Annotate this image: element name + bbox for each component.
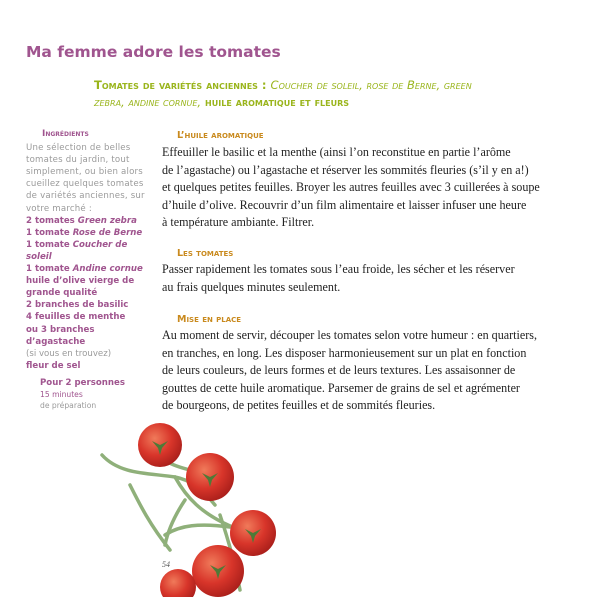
ingredient-qty: 1 tomate: [26, 264, 70, 275]
recipe-title-varieties: Coucher de soleil, rose de Berne, green zebra, andine cornue,: [94, 78, 472, 109]
tomato-icon: [138, 423, 182, 467]
ingredients-header: Ingrédients: [42, 129, 89, 139]
section-body-oil: [162, 144, 557, 232]
section-body-plating: [162, 327, 557, 415]
tomato-icon: [160, 569, 196, 597]
text-line: de l’agastache) ou l’agastache et réserver les sommités fleuries (s’il y en a!): [162, 162, 529, 177]
servings-block: [40, 378, 125, 411]
ingredient-variety: Coucher de soleil: [26, 239, 128, 262]
ingredient-agastache-note: (si vous en trouvez): [26, 348, 112, 359]
text-line: au frais quelques minutes seulement.: [162, 279, 341, 294]
prep-time: 15 minutes: [40, 390, 83, 399]
page-number: 54: [162, 560, 170, 569]
section-heading-tomatoes: Les tomates: [177, 248, 234, 259]
ingredients-intro: Une sélection de belles tomates du jardin, tout simplement, ou bien alors cueillez quelques tomates de variétés anciennes, sur votre marché :: [26, 143, 145, 214]
section-heading-oil: L’huile aromatique: [177, 130, 264, 141]
recipe-title: [94, 77, 474, 111]
ingredient-item: [26, 263, 154, 275]
text-line: à température ambiante. Filtrer.: [162, 215, 315, 229]
section-heading-plating: Mise en place: [177, 314, 242, 325]
text-line: et quelques petites feuilles. Broyer les autres feuilles avec 3 cuillerées à soupe: [162, 180, 540, 194]
tomato-vine-illustration: [90, 415, 290, 597]
ingredient-basil: 2 branches de basilic: [26, 300, 129, 311]
ingredient-item: [26, 215, 154, 227]
servings-count: Pour 2 personnes: [40, 378, 125, 388]
section-body-tomatoes: [162, 261, 557, 296]
ingredient-salt: fleur de sel: [26, 360, 81, 371]
recipe-title-tail: huile aromatique et fleurs: [205, 95, 350, 109]
tomato-icon: [192, 545, 244, 597]
text-line: de bourgeons, de petites feuilles et de sommités fleuries.: [162, 398, 436, 412]
ingredient-item: [26, 239, 154, 263]
text-line: Passer rapidement les tomates sous l’eau froide, les sécher et les réserver: [162, 262, 515, 276]
text-line: gouttes de cette huile aromatique. Parsemer de grains de sel et agrémenter: [162, 380, 520, 395]
ingredient-item: [26, 227, 154, 239]
ingredient-qty: 1 tomate: [26, 227, 70, 238]
tomato-icon: [230, 510, 276, 556]
tomato-icon: [186, 453, 234, 501]
ingredient-mint: 4 feuilles de menthe: [26, 312, 126, 323]
text-line: Effeuiller le basilic et la menthe (ainsi l’on reconstitue en partie l’arôme: [162, 145, 511, 159]
text-line: de leurs couleurs, de leurs formes et de leurs textures. Les assaisonner de: [162, 363, 516, 377]
ingredient-oil: huile d’olive vierge de grande qualité: [26, 276, 135, 299]
text-line: d’huile d’olive. Recouvrir d’un film alimentaire et laisser infuser une heure: [162, 197, 527, 212]
ingredient-agastache: ou 3 branches d’agastache: [26, 324, 95, 347]
prep-label: de préparation: [40, 401, 97, 410]
ingredient-variety: Andine cornue: [72, 264, 143, 275]
ingredient-qty: 2 tomates: [26, 215, 75, 226]
ingredients-panel: [26, 128, 154, 372]
ingredient-variety: Rose de Berne: [72, 227, 143, 238]
ingredient-variety: Green zebra: [77, 215, 137, 226]
chapter-title: Ma femme adore les tomates: [26, 43, 281, 61]
recipe-title-lead: Tomates de variétés anciennes :: [94, 78, 267, 92]
text-line: en tranches, en long. Les disposer harmonieusement sur un plat en fonction: [162, 345, 527, 360]
text-line: Au moment de servir, découper les tomates selon votre humeur : en quartiers,: [162, 328, 537, 342]
ingredient-qty: 1 tomate: [26, 239, 70, 250]
